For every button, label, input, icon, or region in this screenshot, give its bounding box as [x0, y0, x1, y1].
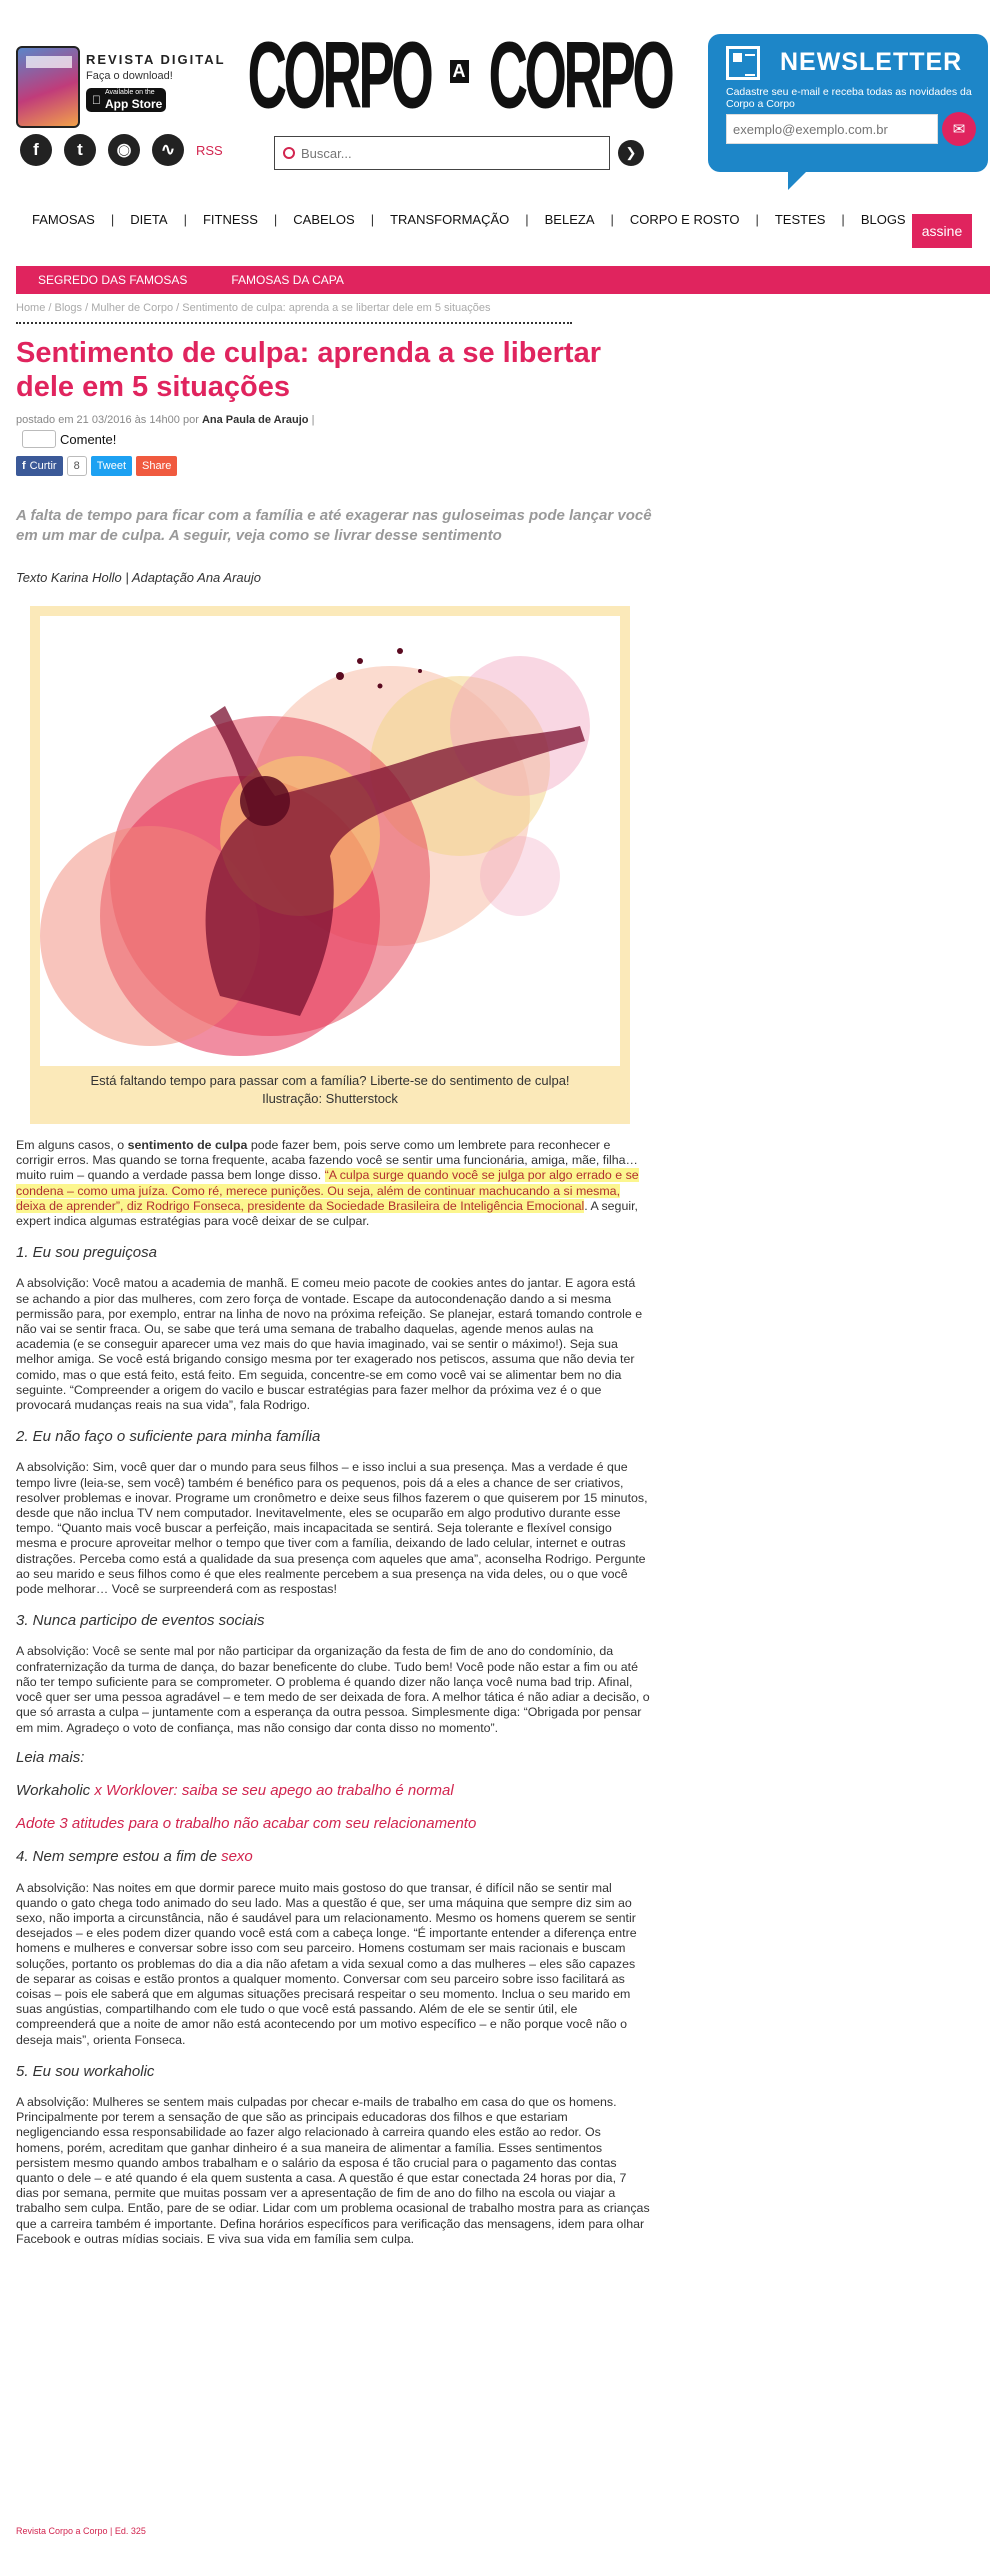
divider [16, 322, 572, 324]
nav-item-beleza[interactable]: BELEZA [544, 212, 595, 227]
appstore-top-text: Available on the [96, 89, 146, 96]
section-heading-5: 5. Eu sou workaholic [16, 2062, 155, 2080]
newsletter-description: Cadastre seu e-mail e receba todas as novidades da Corpo a Corpo [726, 86, 972, 110]
section-paragraph-4: A absolvição: Nas noites em que dormir parece muito mais gostoso do que transar, é difícil não se sentir mal quando o gato chega todo animado do seu lado. Mas a questão é que, ser uma máquina que sempre diz sim ao sexo, não importa a circunstância, não é saudável para um relacionamento. Mesmo os homens querem se sentir desejados – e eles podem dizer quando você está com a cabeça longe. “É importante entender a diferença entre homens e mulheres e conversar sobre isso com seu parceiro. Homens costumam ser mais racionais e buscam soluções, portanto os problemas do dia a dia não afetam a vida sexual como a das mulheres – eles são capazes de separar as coisas e estão prontos a qualquer momento. Conversar com seu parceiro sobre isso facilitará as coisas – pois ele saberá que em algumas situações precisará respeitar o seu momento. Inclua o seu marido em suas angústias, compartilhando com ele tudo o que você está passando. Além de ele se sentir útil, ele compreenderá que a noite de amor não está acontecendo por um motivo específico – e não porque você não o deseja mais”, orienta Fonseca. [16, 1880, 637, 2047]
section-heading-2: 2. Eu não faço o suficiente para minha família [16, 1428, 321, 1446]
caption-line-2: Ilustração: Shutterstock [262, 1091, 398, 1106]
meta-suffix: | [311, 414, 315, 426]
article-body [16, 1138, 650, 2259]
social-links [20, 134, 223, 166]
app-store-button[interactable] [86, 88, 166, 112]
share-bar [16, 456, 177, 476]
author-name[interactable]: Ana Paula de Araujo [201, 414, 309, 426]
assine-button[interactable]: assine [912, 214, 972, 248]
logo-mid: A [450, 60, 469, 83]
instagram-icon[interactable]: ◉ [108, 134, 140, 166]
newsletter-title: NEWSLETTER [780, 48, 963, 76]
section-paragraph-5: A absolvição: Mulheres se sentem mais culpadas por checar e-mails de trabalho em casa do que os homens. Principalmente por terem a sensação de que são as principais educadoras dos filhos e que estariam negligenciando essa responsabilidade ao fazer algo relacionado à carreira quando eles estão ao redor. Os homens, porém, acreditam que ganhar dinheiro é a sua maneira de alimentar a família. Esses sentimentos persistem mesmo quando ambos trabalham e o salário da esposa é tão crucial para o pagamento das contas quanto o dele – e até quando é ela quem sustenta a casa. A questão é que estar conectada 24 horas por dia, 7 dias por semana, permite que muitas possam ver a apresentação de fim de ano do filho na escola ou viajar a trabalho sem culpa. Então, pare de se odiar. Lidar com um problema ocasional de trabalho mostra para as crianças que a carreira também é importante. Defina horários específicos para verificação das mensagens, idem para olhar Facebook e outras mídias sociais. E viva sua vida em família sem culpa. [16, 2094, 650, 2246]
facebook-like-button[interactable] [16, 456, 63, 476]
footer-edition: Revista Corpo a Corpo | Ed. 325 [16, 2526, 146, 2536]
search-submit-button[interactable]: ❯ [618, 140, 644, 166]
twitter-icon[interactable]: t [64, 134, 96, 166]
subnav-item-famosas-capa[interactable]: FAMOSAS DA CAPA [231, 273, 344, 287]
revista-digital-subtitle: Faça o download! [86, 70, 173, 82]
comment-bubble-icon [22, 430, 56, 448]
rss-link[interactable]: RSS [196, 142, 223, 158]
related-link-1-prefix: Workaholic [16, 1781, 91, 1799]
related-link-1[interactable] [16, 1783, 650, 1798]
article-credit: Texto Karina Hollo | Adaptação Ana Araujo [16, 570, 261, 585]
section-paragraph-3: A absolvição: Você se sente mal por não participar da organização da festa de fim de ano do condomínio, da confraternização da turma de dança, do bazar beneficente do clube. Tudo bem! Você pode não estar a fim ou até não ter tempo suficiente para se comprometer. O problema é quando dizer não lança você numa bad trip. Afinal, você quer ser uma pessoa agradável – e tem medo de ser deixada de fora. A melhor tática é não adiar a decisão, o que só arrasta a culpa – juntamente com a esperança da outra pessoa. Simplesmente diga: “Obrigada por pensar em mim. Agradeço o voto de confiança, mas não consigo dar conta disso no momento”. [16, 1644, 650, 1735]
rss-icon[interactable]: ∿ [152, 134, 184, 166]
fb-label: Curtir [29, 460, 57, 472]
section-paragraph-2: A absolvição: Sim, você quer dar o mundo para seus filhos – e isso inclui a sua presença. Mas a verdade é que tempo livre (leia-se, sem você) também é benéfico para os pequenos, pois dá a eles a chance de ser criativos, resolver problemas e inovar. Programe um cronômetro e deixe seus filhos fazerem o que quiserem por 15 minutos, desde que não inclua TV nem computador. Inevitavelmente, eles se ocuparão em algo produtivo durante esse tempo. “Quanto mais você buscar a perfeição, mais incapacitada se sentirá. Seja tolerante e flexível consigo mesma e procure aproveitar melhor o tempo que tiver com a família, deixando de lado celular, internet e outras distrações. Perceba como está a qualidade da sua presença com aqueles que ama”, aconselha Rodrigo. Pergunte ao seu marido e seus filhos como é que eles realmente percebem a sua presença na vida deles, ou o que você pode melhorar… Você se surpreenderá com as respostas! [16, 1460, 648, 1597]
related-link-2-text[interactable]: Adote 3 atitudes para o trabalho não acabar com seu relacionamento [16, 1815, 477, 1833]
envelope-icon: ✉ [952, 121, 966, 138]
section-heading-3: 3. Nunca participo de eventos sociais [16, 1612, 265, 1630]
main-nav: FAMOSAS | DIETA | FITNESS | CABELOS | TRANSFORMAÇÃO | BELEZA | CORPO E ROSTO | TESTES | BLOGS [18, 212, 922, 227]
sexo-link[interactable]: sexo [221, 1848, 253, 1866]
section-heading-4: 4. Nem sempre estou a fim de sexo [16, 1848, 253, 1866]
newsletter-email-input[interactable] [726, 114, 938, 144]
newsletter-send-button[interactable] [942, 112, 976, 146]
comment-link[interactable] [22, 430, 116, 448]
apple-icon [92, 93, 101, 107]
caption-line-1: Está faltando tempo para passar com a família? Liberte-se do sentimento de culpa! [90, 1073, 570, 1088]
breadcrumb[interactable]: Home / Blogs / Mulher de Corpo / Sentimento de culpa: aprenda a se libertar dele em 5 situações [16, 302, 491, 314]
share-label: Share [142, 460, 172, 472]
nav-item-dieta[interactable]: DIETA [130, 212, 168, 227]
revista-digital-title: REVISTA DIGITAL [86, 52, 226, 67]
logo-left: CORPO [247, 21, 430, 129]
logo-right: CORPO [488, 21, 671, 129]
page-title: Sentimento de culpa: aprenda a se libertar dele em 5 situações [16, 337, 601, 403]
share-button[interactable] [136, 456, 177, 476]
related-link-1-text[interactable]: x Worklover: saiba se seu apego ao trabalho é normal [90, 1781, 454, 1799]
leia-mais-label: Leia mais: [16, 1748, 85, 1766]
nav-item-corpo-e-rosto[interactable]: CORPO E ROSTO [629, 212, 740, 227]
like-count: 8 [67, 456, 87, 476]
nav-item-blogs[interactable]: BLOGS [860, 212, 906, 227]
search-input[interactable] [299, 145, 599, 162]
magazine-cover[interactable] [16, 46, 80, 128]
section-heading-1: 1. Eu sou preguiçosa [16, 1244, 157, 1262]
bold-keyword: sentimento de culpa [127, 1138, 248, 1152]
meta-prefix: postado em 21 03/2016 às 14h00 por [16, 414, 199, 426]
tweet-label: Tweet [96, 460, 127, 472]
comment-label: Comente! [60, 431, 117, 447]
highlighted-quote: “A culpa surge quando você se julga por algo errado e se condena – como uma juíza. Como ré, merece punições. Ou seja, além de continuar machucando a si mesma, deixa de aprender”, diz Rodrigo Fonseca, presidente da Sociedade Brasileira de Inteligência Emocional [16, 1168, 639, 1213]
site-logo[interactable] [247, 21, 671, 129]
facebook-icon[interactable]: f [20, 134, 52, 166]
nav-item-transformacao[interactable]: TRANSFORMAÇÃO [390, 212, 510, 227]
watercolor-illustration [40, 616, 620, 1066]
search-icon [283, 147, 295, 159]
sub-nav [16, 266, 990, 294]
nav-item-fitness[interactable]: FITNESS [202, 212, 258, 227]
figure-caption [30, 1072, 630, 1108]
related-link-2[interactable] [16, 1816, 650, 1831]
search-box [274, 136, 610, 170]
subnav-item-segredo[interactable]: SEGREDO DAS FAMOSAS [38, 273, 188, 287]
article-lead: A falta de tempo para ficar com a família e até exagerar nas guloseimas pode lançar você em um mar de culpa. A seguir, veja como se livrar desse sentimento [16, 507, 652, 544]
nav-item-cabelos[interactable]: CABELOS [293, 212, 355, 227]
post-meta [16, 414, 314, 426]
newspaper-icon [726, 46, 760, 80]
article-figure [30, 606, 630, 1124]
tweet-button[interactable] [91, 456, 132, 476]
nav-item-testes[interactable]: TESTES [774, 212, 826, 227]
intro-paragraph: Em alguns casos, o sentimento de culpa pode fazer bem, pois serve como um lembrete para reconhecer e corrigir erros. Mas quando se torna frequente, acaba fazendo você se sentir uma funcionária, amiga, mãe, filha… muito ruim – quando a verdade passa bem longe disso. “A culpa surge quando você se julga por algo errado e se condena – como uma juíza. Como ré, merece punições. Ou seja, além de continuar machucando a si mesma, deixa de aprender”, diz Rodrigo Fonseca, presidente da Sociedade Brasileira de Inteligência Emocional. A seguir, expert indica algumas estratégias para você deixar de se culpar. [16, 1138, 639, 1229]
nav-item-famosas[interactable]: FAMOSAS [32, 212, 95, 227]
facebook-icon: f [22, 460, 26, 472]
newsletter-box [708, 34, 988, 172]
appstore-label: App Store [96, 97, 154, 111]
section-paragraph-1: A absolvição: Você matou a academia de manhã. E comeu meio pacote de cookies antes do jantar. E agora está se achando a pior das mulheres, com zero força de vontade. Escape da autocondenação dando a si mesma permissão para, por exemplo, entrar na linha de novo na próxima refeição. Se planejar, estará tomando controle e não vai se sentir fraca. Ou, se sabe que terá uma semana de trabalho daquelas, agende menos aulas na academia (e se conseguir aparecer uma vez mais do que havia imaginado, vai se sentir o máximo!). Seja sua melhor amiga. Se você está brigando consigo mesma por ter exagerado nos petiscos, assuma que não devia ter comido, mas o que está feito, está feito. Em seguida, concentre-se em como você vai se alimentar bem no dia seguinte. “Compreender a origem do vacilo e buscar estratégias para fazer melhor da próxima vez é o que provocará mudanças reais na sua vida”, fala Rodrigo. [16, 1276, 643, 1413]
